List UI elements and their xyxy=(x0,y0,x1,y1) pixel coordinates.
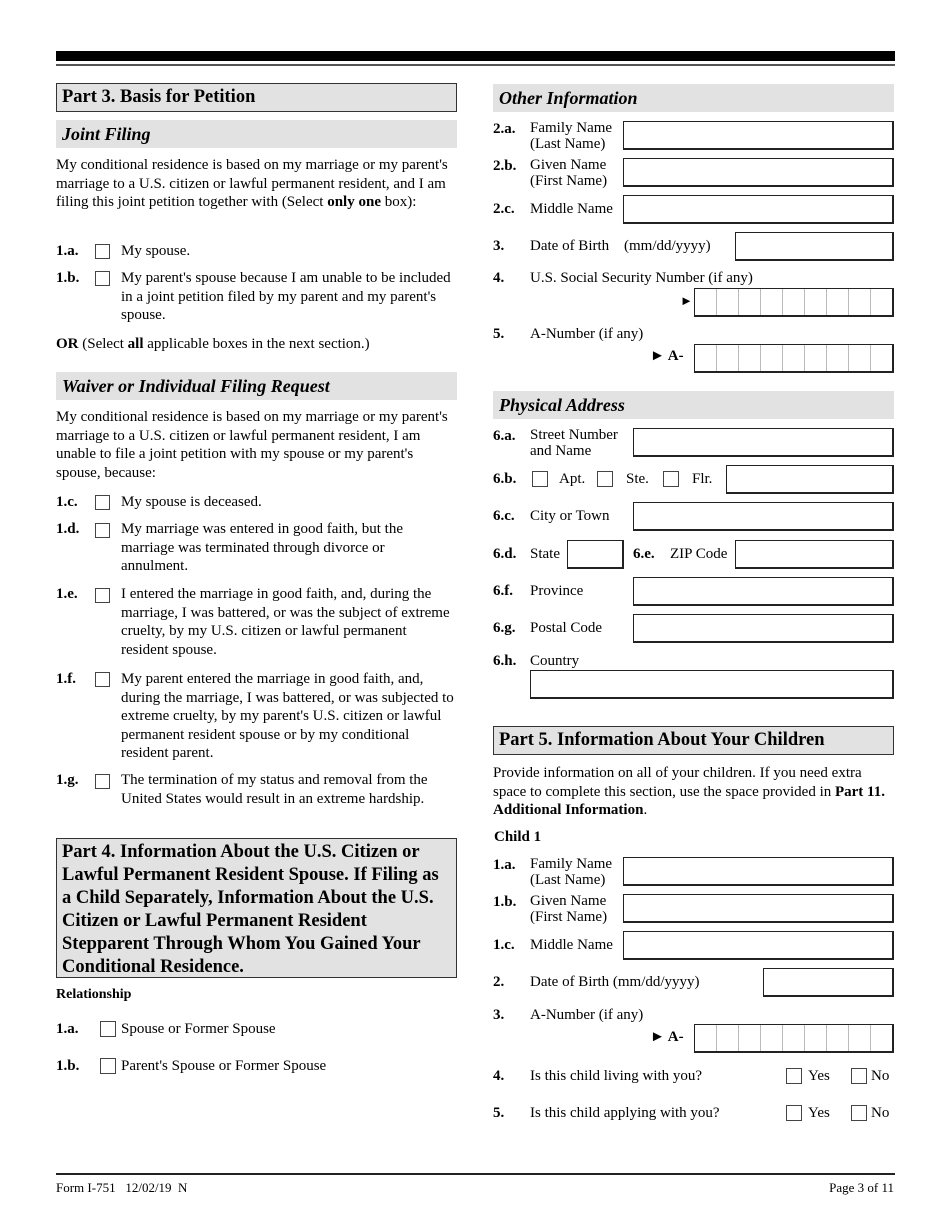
item-number: 1.a. xyxy=(56,1021,79,1037)
field-label: ZIP Code xyxy=(670,546,728,562)
field-label: A-Number (if any) xyxy=(530,1007,644,1023)
yes-label: Yes xyxy=(808,1105,830,1121)
item-number: 1.f. xyxy=(56,671,76,687)
physical-address-heading: Physical Address xyxy=(493,391,894,419)
checkbox-parents-spouse-former-spouse[interactable] xyxy=(100,1058,116,1074)
no-label: No xyxy=(871,1068,890,1084)
province-input[interactable] xyxy=(633,577,894,606)
item-number: 5. xyxy=(493,1105,505,1121)
question-label: Is this child living with you? xyxy=(530,1068,703,1084)
yes-label: Yes xyxy=(808,1068,830,1084)
item-number: 6.b. xyxy=(493,471,517,487)
item-number: 6.d. xyxy=(493,546,517,562)
relationship-label: Relationship xyxy=(56,987,132,1002)
item-number: 1.g. xyxy=(56,772,79,788)
field-label: Street Number and Name xyxy=(530,427,618,459)
item-number: 2.a. xyxy=(493,121,516,137)
spouse-ssn-input[interactable] xyxy=(694,288,894,317)
no-label: No xyxy=(871,1105,890,1121)
checkbox-parents-spouse[interactable] xyxy=(95,271,110,286)
checkbox-living-no[interactable] xyxy=(851,1068,867,1084)
city-input[interactable] xyxy=(633,502,894,531)
item-number: 4. xyxy=(493,270,505,286)
form-id: Form I-751 12/02/19 N xyxy=(56,1180,188,1195)
field-label: Date of Birth xyxy=(530,238,610,254)
field-label: Province xyxy=(530,583,584,599)
item-number: 1.b. xyxy=(56,1058,80,1074)
page-number: Page 3 of 11 xyxy=(829,1180,894,1195)
item-number: 2.b. xyxy=(493,158,517,174)
item-number: 5. xyxy=(493,326,505,342)
field-label: Middle Name xyxy=(530,937,613,953)
zip-input[interactable] xyxy=(735,540,894,569)
item-number: 1.c. xyxy=(56,494,78,510)
waiver-intro: My conditional residence is based on my marriage or my parent's marriage to a U.S. citizen or lawful permanent resident, I am unable to file a joint petition with my spouse or my parent's spouse, because: xyxy=(56,409,448,481)
spouse-a-number-input[interactable] xyxy=(694,344,894,373)
part4-title: Part 4. Information About the U.S. Citizen or Lawful Permanent Resident Spouse. If Filing as a Child Separately, Information About the U.S. Citizen or Lawful Permanent Resident Stepparent Through Whom You Gained Your Conditional Residence. xyxy=(56,838,457,978)
option-label: My parent's spouse because I am unable to be included in a joint petition filed by my parent and my parent's spouse. xyxy=(121,270,451,323)
field-label: Family Name (Last Name) xyxy=(530,856,613,888)
or-instruction: OR (Select all applicable boxes in the next section.) xyxy=(56,336,370,352)
arrow-right-icon: ► xyxy=(680,293,693,308)
child-middle-name-input[interactable] xyxy=(623,931,894,960)
part3-title: Part 3. Basis for Petition xyxy=(56,83,457,112)
a-number-prefix: ► A- xyxy=(650,348,684,364)
part5-title: Part 5. Information About Your Children xyxy=(493,726,894,755)
apt-label: Apt. xyxy=(559,471,586,487)
checkbox-ste[interactable] xyxy=(597,471,613,487)
item-number: 1.c. xyxy=(493,937,515,953)
option-label: My spouse. xyxy=(121,243,191,259)
child-given-name-input[interactable] xyxy=(623,894,894,923)
item-number: 2. xyxy=(493,974,505,990)
item-number: 1.d. xyxy=(56,521,80,537)
child-family-name-input[interactable] xyxy=(623,857,894,886)
a-number-prefix: ► A- xyxy=(650,1029,684,1045)
checkbox-applying-no[interactable] xyxy=(851,1105,867,1121)
item-number: 6.c. xyxy=(493,508,515,524)
option-label: Spouse or Former Spouse xyxy=(121,1021,276,1037)
item-number: 2.c. xyxy=(493,201,515,217)
postal-code-input[interactable] xyxy=(633,614,894,643)
field-label: Middle Name xyxy=(530,201,613,217)
option-label: I entered the marriage in good faith, and, during the marriage, I was battered, or was the subject of extreme cruelty, by my U.S. citizen or lawful permanent resident spouse. xyxy=(121,586,450,658)
item-number: 1.b. xyxy=(56,270,80,286)
option-label: My parent entered the marriage in good faith, and, during the marriage, I was battered, or was subjected to extreme cruelty, by my parent's U.S. citizen or lawful permanent resident spouse or by my conditional resident parent. xyxy=(121,671,454,761)
field-label: A-Number (if any) xyxy=(530,326,644,342)
part5-intro: Provide information on all of your children. If you need extra space to complete this section, use the space provided in Part 11. Additional Information. xyxy=(493,765,885,818)
checkbox-living-yes[interactable] xyxy=(786,1068,802,1084)
checkbox-battered-spouse[interactable] xyxy=(95,588,110,603)
footer-rule xyxy=(56,1173,895,1175)
item-number: 1.e. xyxy=(56,586,78,602)
field-label: Date of Birth (mm/dd/yyyy) xyxy=(530,974,700,990)
item-number: 4. xyxy=(493,1068,505,1084)
item-number: 6.e. xyxy=(633,546,655,562)
field-label: Given Name (First Name) xyxy=(530,157,608,189)
question-label: Is this child applying with you? xyxy=(530,1105,720,1121)
item-number: 1.a. xyxy=(56,243,79,259)
item-number: 6.h. xyxy=(493,653,517,669)
checkbox-battered-parent[interactable] xyxy=(95,672,110,687)
ste-label: Ste. xyxy=(626,471,649,487)
field-label: Given Name (First Name) xyxy=(530,893,608,925)
field-label: U.S. Social Security Number (if any) xyxy=(530,270,753,286)
checkbox-apt[interactable] xyxy=(532,471,548,487)
option-label: Parent's Spouse or Former Spouse xyxy=(121,1058,327,1074)
joint-filing-intro: My conditional residence is based on my marriage or my parent's marriage to a U.S. citizen or lawful permanent resident, and I am filing this joint petition together with (Select only one box): xyxy=(56,157,448,210)
checkbox-spouse-former-spouse[interactable] xyxy=(100,1021,116,1037)
checkbox-extreme-hardship[interactable] xyxy=(95,774,110,789)
field-label: Postal Code xyxy=(530,620,603,636)
child-a-number-input[interactable] xyxy=(694,1024,894,1053)
field-label: State xyxy=(530,546,560,562)
top-rule-thick xyxy=(56,51,895,61)
field-label: Country xyxy=(530,653,580,669)
other-info-heading: Other Information xyxy=(493,84,894,112)
child-dob-input[interactable] xyxy=(763,968,894,997)
top-rule-thin xyxy=(56,64,895,66)
country-input[interactable] xyxy=(530,670,894,699)
item-number: 6.a. xyxy=(493,428,516,444)
joint-filing-heading: Joint Filing xyxy=(56,120,457,148)
date-format-hint: (mm/dd/yyyy) xyxy=(624,238,711,254)
item-number: 6.g. xyxy=(493,620,516,636)
unit-number-input[interactable] xyxy=(726,465,894,494)
spouse-given-name-input[interactable] xyxy=(623,158,894,187)
spouse-dob-input[interactable] xyxy=(735,232,894,261)
checkbox-divorce[interactable] xyxy=(95,523,110,538)
field-label: City or Town xyxy=(530,508,610,524)
item-number: 1.a. xyxy=(493,857,516,873)
item-number: 6.f. xyxy=(493,583,513,599)
item-number: 1.b. xyxy=(493,894,517,910)
checkbox-my-spouse[interactable] xyxy=(95,244,110,259)
field-label: Family Name (Last Name) xyxy=(530,120,613,152)
item-number: 3. xyxy=(493,238,505,254)
waiver-heading: Waiver or Individual Filing Request xyxy=(56,372,457,400)
flr-label: Flr. xyxy=(692,471,713,487)
item-number: 3. xyxy=(493,1007,505,1023)
child-1-label: Child 1 xyxy=(494,829,542,845)
spouse-family-name-input[interactable] xyxy=(623,121,894,150)
option-label: My marriage was entered in good faith, but the marriage was terminated through divorce or annulment. xyxy=(121,521,403,574)
checkbox-flr[interactable] xyxy=(663,471,679,487)
checkbox-spouse-deceased[interactable] xyxy=(95,495,110,510)
state-input[interactable] xyxy=(567,540,624,569)
street-input[interactable] xyxy=(633,428,894,457)
option-label: The termination of my status and removal from the United States would result in an extreme hardship. xyxy=(121,772,428,807)
checkbox-applying-yes[interactable] xyxy=(786,1105,802,1121)
option-label: My spouse is deceased. xyxy=(121,494,262,510)
spouse-middle-name-input[interactable] xyxy=(623,195,894,224)
